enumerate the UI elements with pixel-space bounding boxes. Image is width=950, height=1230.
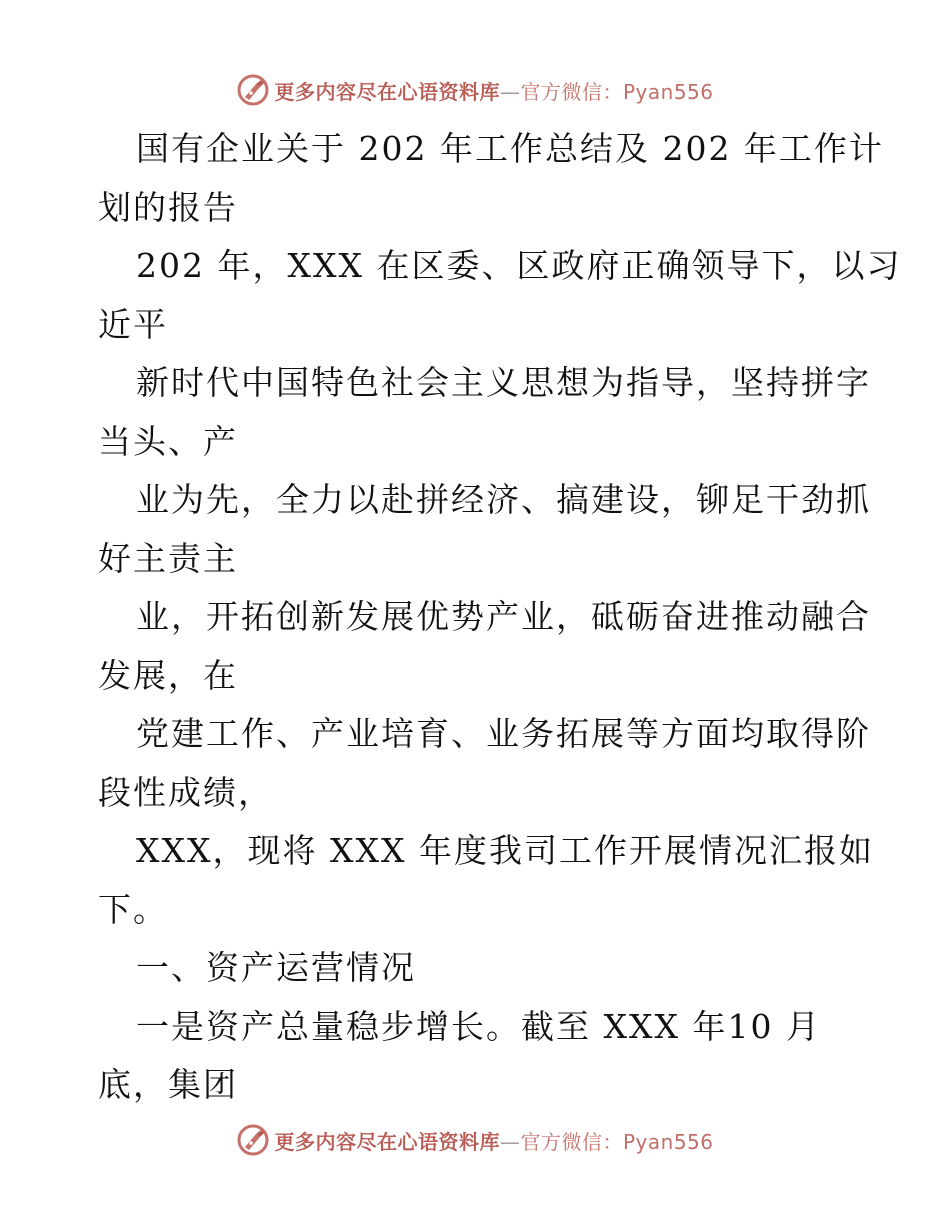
watermark-contact-label: 官方微信： [520, 79, 623, 104]
watermark-contact-handle: Pyan556 [622, 79, 714, 104]
document-line: 段性成绩， [98, 772, 273, 812]
document-line: 一、资产运营情况 [136, 948, 416, 987]
document-line: 国有企业关于 202 年工作总结及 202 年工作计 [136, 129, 884, 168]
document-line: 党建工作、产业培育、业务拓展等方面均取得阶 [136, 714, 871, 753]
document-line: 底，集团 [98, 1065, 238, 1104]
document-line: 业，开拓创新发展优势产业，砥砺奋进推动融合 [136, 597, 871, 636]
document-line: 好主责主 [98, 538, 238, 578]
footer-watermark [0, 1120, 950, 1160]
document-line: 下。 [98, 889, 168, 929]
watermark-site-name: 更多内容尽在心语资料库 [274, 79, 500, 104]
document-line: 新时代中国特色社会主义思想为指导，坚持拼字 [136, 363, 871, 402]
header-watermark [0, 70, 950, 110]
document-line: 近平 [98, 304, 168, 344]
document-line: 发展，在 [98, 655, 238, 695]
watermark-contact-label: 官方微信： [520, 1129, 623, 1154]
document-line: 一是资产总量稳步增长。截至 XXX 年10 月 [136, 1006, 821, 1046]
watermark-contact-handle: Pyan556 [622, 1129, 714, 1154]
document-line: 当头、产 [98, 421, 238, 461]
document-line: 划的报告 [98, 187, 238, 227]
document-body [98, 120, 902, 1115]
document-line: XXX，现将 XXX 年度我司工作开展情况汇报如 [136, 831, 874, 870]
watermark-separator: — [499, 79, 521, 104]
pen-nib-logo-icon [236, 73, 270, 107]
pen-nib-logo-icon [236, 1123, 270, 1157]
document-line: 202 年，XXX 在区委、区政府正确领导下，以习 [136, 246, 902, 285]
watermark-separator: — [499, 1129, 521, 1154]
document-line: 业为先，全力以赴拼经济、搞建设，铆足干劲抓 [136, 480, 871, 519]
watermark-site-name: 更多内容尽在心语资料库 [274, 1129, 500, 1154]
